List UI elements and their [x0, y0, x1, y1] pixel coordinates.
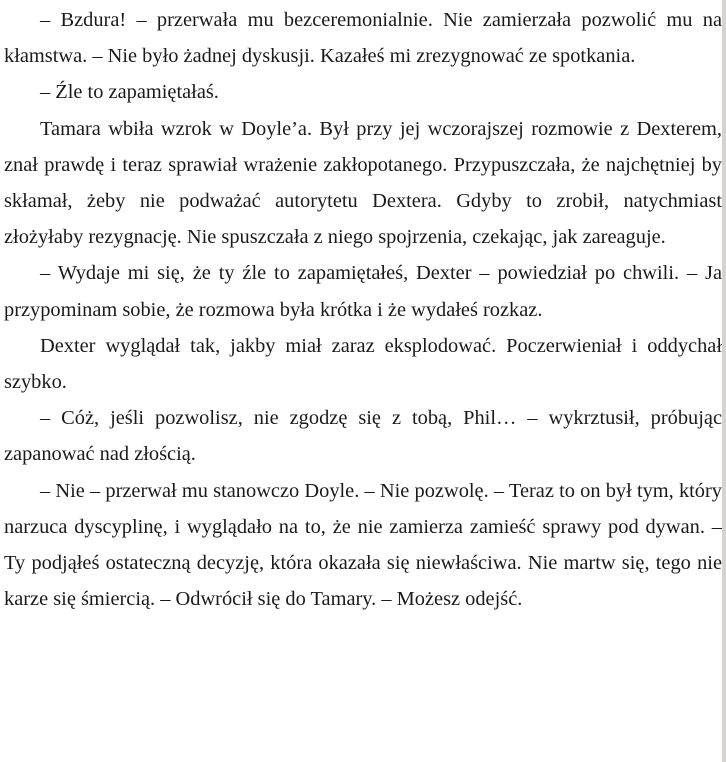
paragraph: – Nie – przerwał mu stanowczo Doyle. – Nie pozwolę. – Teraz to on był tym, który narzuca dyscyplinę, i wyglądało na to, że nie zamierza zamieść sprawy pod dywan. – Ty podjąłeś ostateczną decyzję, która okazała się niewłaściwa. Nie martw się, tego nie karze się śmiercią. – Odwrócił się do Tamary. – Możesz odejść.: [4, 479, 722, 611]
page-text: [4, 2, 722, 617]
paragraph: – Wydaje mi się, że ty źle to zapamiętałeś, Dexter – powiedział po chwili. – Ja przypominam sobie, że rozmowa była krótka i że wydałeś rozkaz.: [4, 262, 722, 321]
paragraph: Dexter wyglądał tak, jakby miał zaraz eksplodować. Poczerwieniał i oddychał szybko.: [4, 334, 722, 394]
paragraph: Tamara wbiła wzrok w Doyle’a. Był przy jej wczorajszej rozmowie z Dexterem, znał prawdę i teraz sprawiał wrażenie zakłopotanego. Przypuszczała, że najchętniej by skłamał, żeby nie podważać autorytetu Dextera. Gdyby to zrobił, natychmiast złożyłaby rezygnację. Nie spuszczała z niego spojrzenia, czekając, jak zareaguje.: [4, 117, 722, 249]
paragraph: – Bzdura! – przerwała mu bezceremonialnie. Nie zamierzała pozwolić mu na kłamstwa. – Nie było żadnej dyskusji. Kazałeś mi zrezygnować ze spotkania.: [4, 9, 722, 68]
paragraph: – Cóż, jeśli pozwolisz, nie zgodzę się z tobą, Phil… – wykrztusił, próbując zapanować nad złością.: [4, 407, 722, 466]
paragraph: – Źle to zapamiętałaś.: [40, 81, 219, 104]
